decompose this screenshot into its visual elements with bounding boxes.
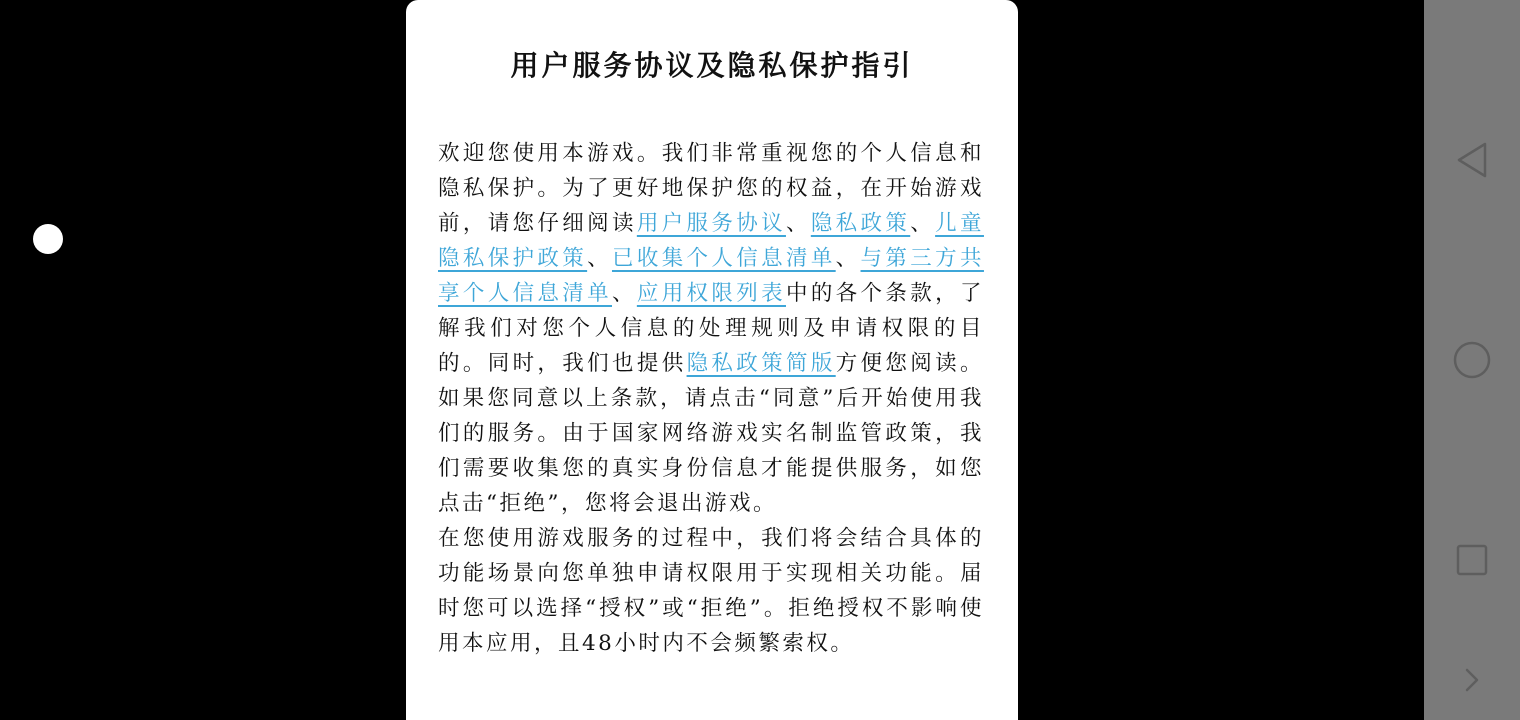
privacy-policy-link[interactable]: 隐私政策 [810, 211, 911, 236]
paragraph-text: 方便您阅读。如果您同意以上条款，请点击“同意”后开始使用我们的服务。由于国家网络游戏实名制监管政策，我们需要收集您的真实身份信息才能提供服务，如您点击“拒绝”，您将会退出游戏。 [438, 351, 984, 516]
agreement-paragraph-1 [438, 136, 984, 521]
recents-button[interactable] [1452, 540, 1492, 580]
separator: 、 [835, 246, 861, 271]
agreement-dialog [406, 0, 1018, 720]
agreement-body [438, 136, 984, 661]
paragraph-text: 欢迎您使用本游戏。我们非常重视您的个人信息和隐私保护。为了更好地保护您的权益，在开始游戏前，请您仔细阅读 [438, 141, 984, 236]
separator: 、 [910, 211, 936, 236]
separator: 、 [785, 211, 811, 236]
system-navigation-bar [1424, 0, 1520, 720]
third-party-sharing-list-link[interactable]: 与第三方共享个人信息清单 [438, 246, 984, 306]
separator: 、 [611, 281, 637, 306]
home-circle-icon [1452, 340, 1492, 380]
paragraph-text: 中的各个条款，了解我们对您个人信息的处理规则及申请权限的目的。同时，我们也提供 [438, 281, 984, 376]
user-agreement-link[interactable]: 用户服务协议 [636, 211, 786, 236]
recents-square-icon [1455, 543, 1489, 577]
separator: 、 [587, 246, 612, 271]
expand-chevron-icon [1462, 665, 1482, 695]
floating-assistive-dot[interactable] [33, 224, 63, 254]
expand-navbar-button[interactable] [1452, 660, 1492, 700]
home-button[interactable] [1452, 340, 1492, 380]
back-triangle-icon [1455, 140, 1489, 180]
back-button[interactable] [1452, 140, 1492, 180]
collected-info-list-link[interactable]: 已收集个人信息清单 [611, 246, 836, 271]
dialog-title: 用户服务协议及隐私保护指引 [510, 49, 914, 82]
app-permissions-list-link[interactable]: 应用权限列表 [636, 281, 786, 306]
agreement-paragraph-2: 在您使用游戏服务的过程中，我们将会结合具体的功能场景向您单独申请权限用于实现相关功能。届时您可以选择“授权”或“拒绝”。拒绝授权不影响使用本应用，且48小时内不会频繁索权。 [438, 526, 984, 656]
child-privacy-policy-link[interactable]: 儿童隐私保护政策 [438, 211, 984, 271]
privacy-policy-brief-link[interactable]: 隐私政策简版 [686, 351, 836, 376]
